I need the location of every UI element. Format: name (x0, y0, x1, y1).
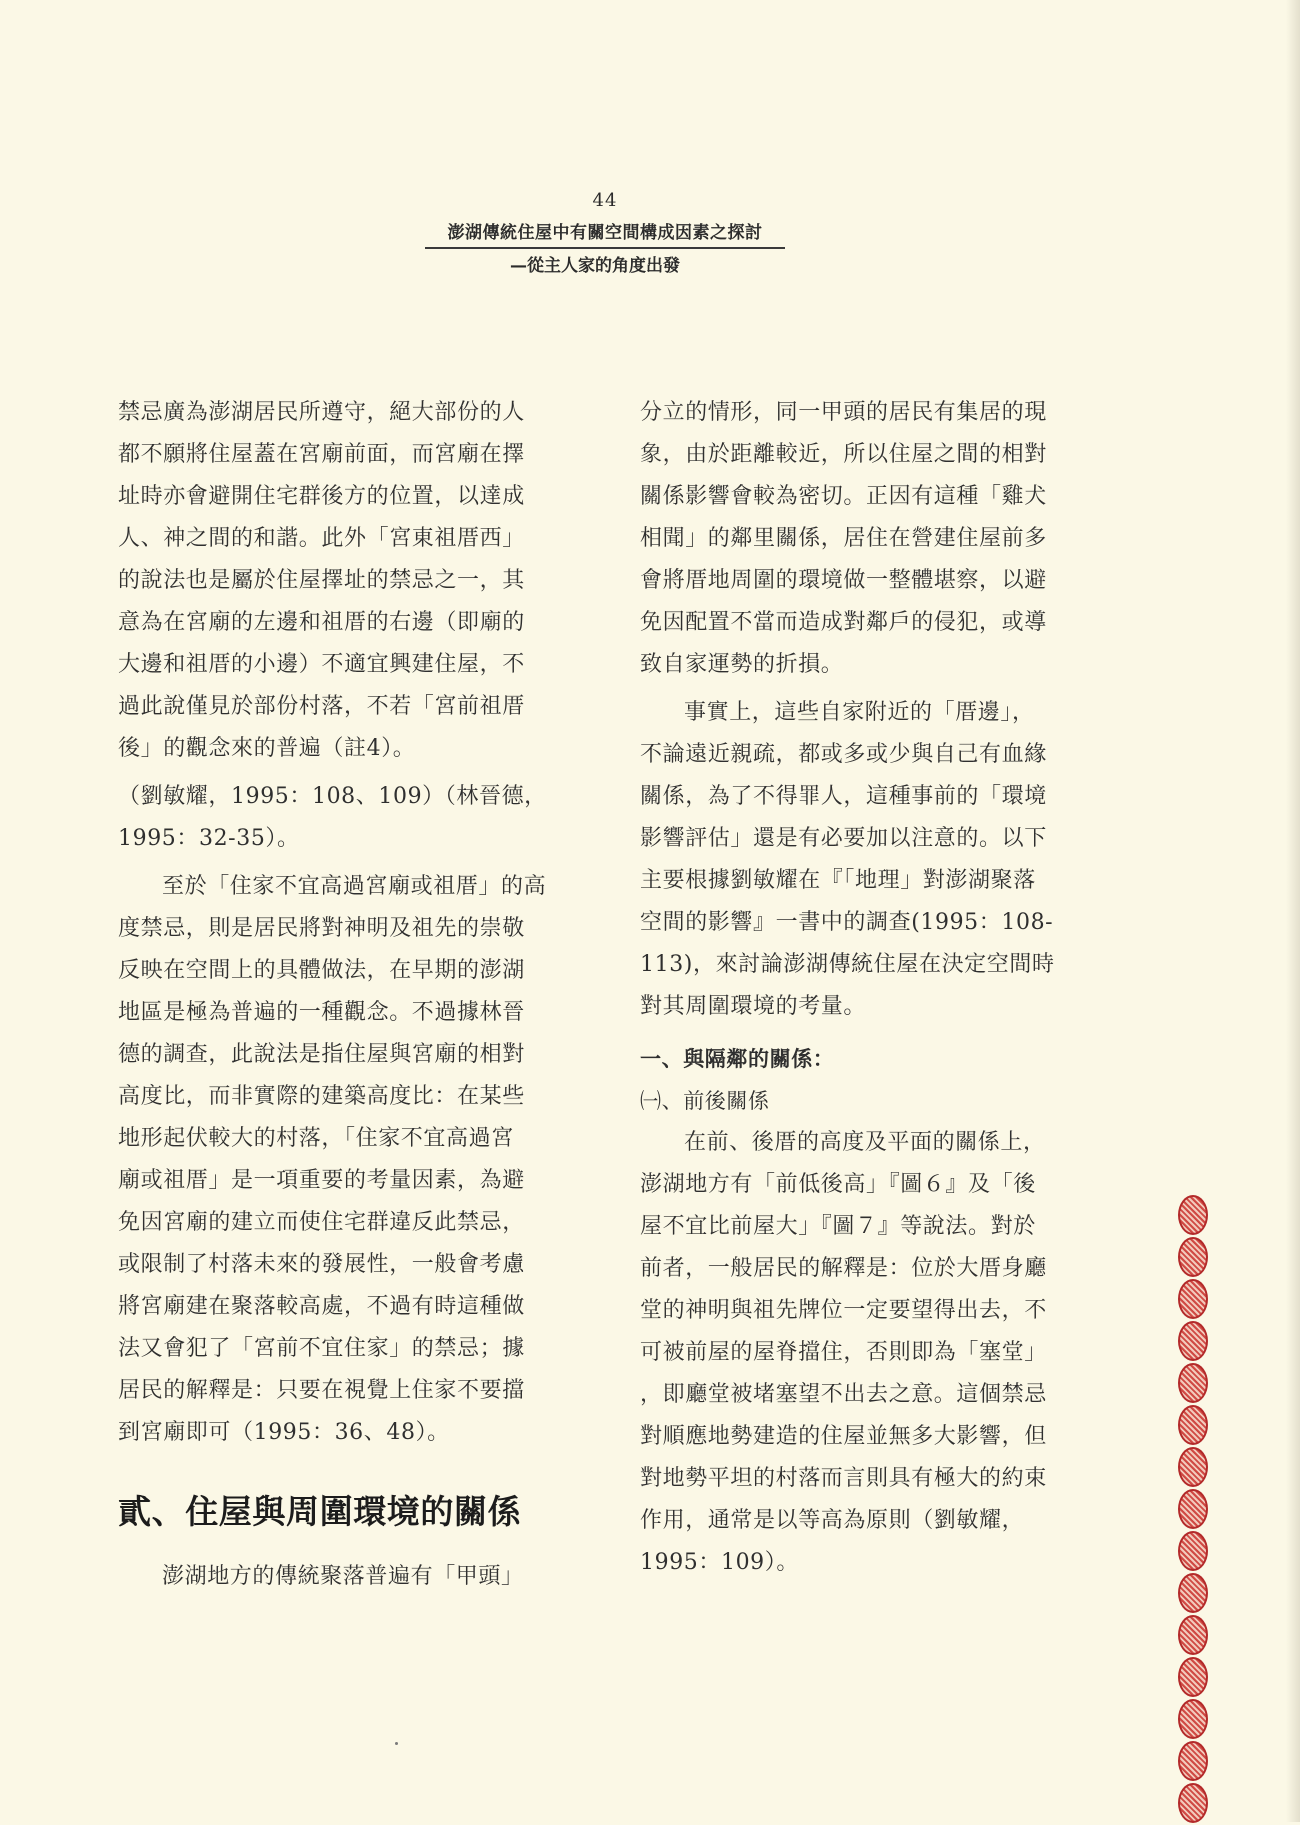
paragraph-line: 德的調查，此說法是指住屋與宮廟的相對 (118, 1042, 525, 1067)
seal-ornament (1178, 1447, 1208, 1487)
paragraph-line: 對其周圍環境的考量。 (640, 994, 867, 1019)
subsection-heading: 一、與隔鄰的關係： (640, 1047, 835, 1071)
seal-ornament (1178, 1783, 1208, 1823)
paragraph-line: 113)，來討論澎湖傳統住屋在決定空間時 (640, 952, 1055, 977)
paragraph-line: 的說法也是屬於住屋擇址的禁忌之一，其 (118, 568, 525, 593)
seal-ornament (1178, 1615, 1208, 1655)
paragraph-line: 大邊和祖厝的小邊）不適宜興建住屋，不 (118, 652, 525, 677)
paragraph-line: 澎湖地方的傳統聚落普遍有「甲頭」 (162, 1564, 524, 1589)
paragraph-line: 關係影響會較為密切。正因有這種「雞犬 (640, 484, 1047, 509)
paragraph-line: 象，由於距離較近，所以住屋之間的相對 (640, 442, 1047, 467)
right-column (640, 392, 1085, 1584)
paragraph-line: 主要根據劉敏耀在『「地理」對澎湖聚落 (640, 868, 1036, 893)
section-title: 貳、住屋與周圍環境的關係 (118, 1492, 522, 1531)
seal-ornament (1178, 1237, 1208, 1277)
paragraph-line: 影響評估」還是有必要加以注意的。以下 (640, 826, 1047, 851)
paragraph-line: 廟或祖厝」是一項重要的考量因素，為避 (118, 1168, 525, 1193)
left-column (118, 392, 563, 1598)
citation-line: （劉敏耀，1995：108、109）（林晉德， (118, 784, 547, 809)
subsubsection-heading: ㈠、前後關係 (640, 1089, 770, 1113)
page-edge-shadow (1286, 0, 1300, 1822)
paragraph-line: 後」的觀念來的普遍（註4）。 (118, 736, 416, 761)
seal-ornament (1178, 1741, 1208, 1781)
seal-ornament (1178, 1195, 1208, 1235)
paragraph-line: 免因配置不當而造成對鄰戶的侵犯，或導 (640, 610, 1047, 635)
paragraph-line: 禁忌廣為澎湖居民所遵守，絕大部份的人 (118, 400, 525, 425)
paragraph-line: 前者，一般居民的解釋是：位於大厝身廳 (640, 1256, 1047, 1281)
paragraph-line: 在前、後厝的高度及平面的關係上， (684, 1130, 1046, 1155)
paragraph-line: 堂的神明與祖先牌位一定要望得出去，不 (640, 1298, 1047, 1323)
paragraph-line: ，即廳堂被堵塞望不出去之意。這個禁忌 (640, 1382, 1047, 1407)
paragraph-line: 或限制了村落未來的發展性，一般會考慮 (118, 1252, 525, 1277)
paragraph-line: 空間的影響』一書中的調查(1995：108- (640, 910, 1054, 935)
seal-ornament (1178, 1363, 1208, 1403)
paragraph-line: 分立的情形，同一甲頭的居民有集居的現 (640, 400, 1047, 425)
citation-line: 1995：32-35）。 (118, 826, 300, 851)
paragraph-line: 都不願將住屋蓋在宮廟前面，而宮廟在擇 (118, 442, 525, 467)
seal-ornament (1178, 1489, 1208, 1529)
paragraph-line: 意為在宮廟的左邊和祖厝的右邊（即廟的 (118, 610, 525, 635)
seal-ornament (1178, 1405, 1208, 1445)
paragraph-line: 將宮廟建在聚落較高處，不過有時這種做 (118, 1294, 525, 1319)
seal-ornament (1178, 1657, 1208, 1697)
paragraph-line: 關係，為了不得罪人，這種事前的「環境 (640, 784, 1047, 809)
paragraph-line: 度禁忌，則是居民將對神明及祖先的崇敬 (118, 916, 525, 941)
seal-ornament (1178, 1321, 1208, 1361)
paragraph-line: 對地勢平坦的村落而言則具有極大的約束 (640, 1466, 1047, 1491)
paragraph-line: 地形起伏較大的村落，「住家不宜高過宮 (118, 1126, 514, 1151)
paragraph-line: 反映在空間上的具體做法，在早期的澎湖 (118, 958, 525, 983)
decorative-seal-strip (1178, 1195, 1212, 1825)
paragraph-line: 作用，通常是以等高為原則（劉敏耀， (640, 1508, 1025, 1533)
paragraph-line: 過此說僅見於部份村落，不若「宮前祖厝 (118, 694, 525, 719)
paragraph-line: 到宮廟即可（1995：36、48）。 (118, 1420, 450, 1445)
paragraph-line: 人、神之間的和諧。此外「宮東祖厝西」 (118, 526, 525, 551)
paragraph-line: 事實上，這些自家附近的「厝邊」， (684, 700, 1035, 725)
running-subtitle: —從主人家的角度出發 (510, 256, 680, 276)
page-number: 44 (592, 190, 618, 211)
paragraph-line: 可被前屋的屋脊擋住，否則即為「塞堂」 (640, 1340, 1047, 1365)
seal-ornament (1178, 1279, 1208, 1319)
paragraph-line: 址時亦會避開住宅群後方的位置，以達成 (118, 484, 525, 509)
paragraph-line: 居民的解釋是：只要在視覺上住家不要擋 (118, 1378, 525, 1403)
running-title: 澎湖傳統住屋中有關空間構成因素之探討 (425, 218, 785, 249)
paragraph-line: 至於「住家不宜高過宮廟或祖厝」的高 (162, 874, 547, 899)
seal-ornament (1178, 1573, 1208, 1613)
paragraph-line: 高度比，而非實際的建築高度比：在某些 (118, 1084, 525, 1109)
seal-ornament (1178, 1531, 1208, 1571)
paragraph-line: 相聞」的鄰里關係，居住在營建住屋前多 (640, 526, 1047, 551)
paragraph-line: 法又會犯了「宮前不宜住家」的禁忌；據 (118, 1336, 525, 1361)
paragraph-line: 1995：109）。 (640, 1550, 799, 1575)
scan-speck (395, 1742, 398, 1745)
paragraph-line: 不論遠近親疏，都或多或少與自己有血緣 (640, 742, 1047, 767)
paragraph-line: 屋不宜比前屋大」『圖７』等說法。對於 (640, 1214, 1036, 1239)
paragraph-line: 會將厝地周圍的環境做一整體堪察，以避 (640, 568, 1047, 593)
seal-ornament (1178, 1699, 1208, 1739)
paragraph-line: 免因宮廟的建立而使住宅群違反此禁忌， (118, 1210, 525, 1235)
paragraph-line: 致自家運勢的折損。 (640, 652, 844, 677)
paragraph-line: 澎湖地方有「前低後高」『圖６』及「後 (640, 1172, 1036, 1197)
paragraph-line: 地區是極為普遍的一種觀念。不過據林晉 (118, 1000, 525, 1025)
paragraph-line: 對順應地勢建造的住屋並無多大影響，但 (640, 1424, 1047, 1449)
